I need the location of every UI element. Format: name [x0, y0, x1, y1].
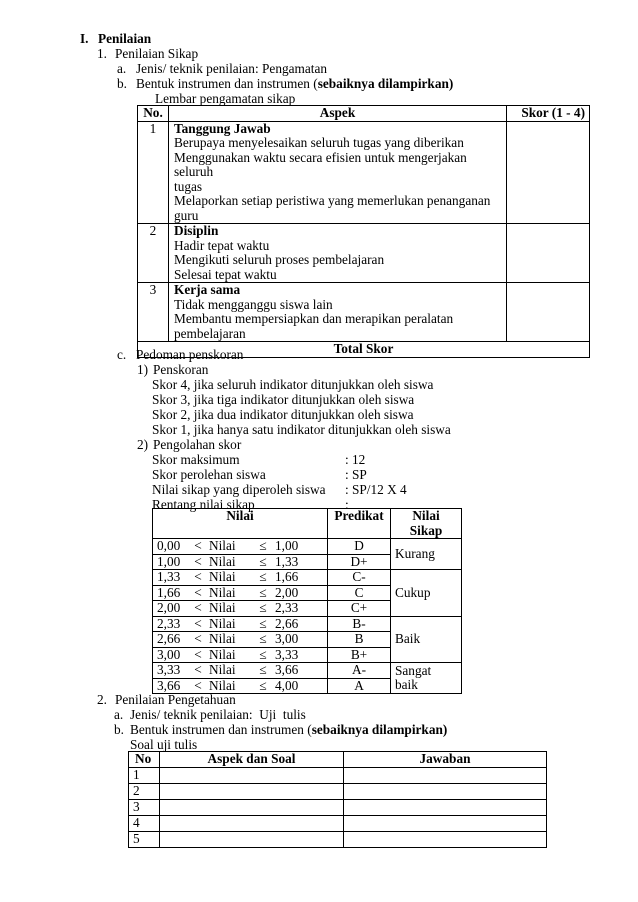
- soal-aspek: [160, 831, 344, 847]
- item-number: 1.: [97, 46, 107, 61]
- range-mid: Nilai: [209, 662, 236, 677]
- range-lo: 1,00: [157, 553, 181, 569]
- header-aspek-soal: Aspek dan Soal: [160, 752, 344, 768]
- table-row: [153, 663, 462, 679]
- total-skor: Total Skor: [138, 342, 590, 358]
- range-lo: 2,33: [157, 615, 181, 631]
- subitem-text: [136, 76, 453, 91]
- range-lo: 3,66: [157, 677, 181, 693]
- subitem-letter: a.: [114, 707, 124, 722]
- range-op2: ≤: [259, 662, 267, 677]
- item-title: Penilaian Sikap: [115, 46, 199, 61]
- indikator: Mengikuti seluruh proses pembelajaran: [174, 252, 385, 267]
- nilai-range: [153, 647, 328, 663]
- range-op1: <: [194, 600, 202, 615]
- soal-jawaban: [344, 783, 547, 799]
- penskoran-line: Skor 3, jika tiga indikator ditunjukkan oleh siswa: [152, 392, 415, 407]
- range-op2: ≤: [259, 600, 267, 615]
- pengolahan-value: : SP/12 X 4: [345, 482, 407, 497]
- range-op1: <: [194, 569, 202, 584]
- lembar-title: Lembar pengamatan sikap: [155, 91, 296, 106]
- range-hi: 1,33: [275, 553, 299, 569]
- aspek-title: Disiplin: [174, 223, 219, 238]
- table-soal: [128, 751, 547, 848]
- penskoran-line: Skor 2, jika dua indikator ditunjukkan oleh siswa: [152, 407, 414, 422]
- range-mid: Nilai: [209, 538, 236, 553]
- range-op2: ≤: [259, 631, 267, 646]
- range-lo: 0,00: [157, 538, 181, 553]
- soal-no: 2: [129, 783, 160, 799]
- range-op2: ≤: [259, 615, 267, 631]
- range-hi: 3,66: [275, 662, 299, 677]
- subitem-bold-text: sebaiknya dilampirkan): [311, 722, 448, 737]
- range-op1: <: [194, 538, 202, 553]
- list-title: Pengolahan skor: [153, 437, 242, 452]
- row-skor: [507, 121, 590, 224]
- list-number: 2): [137, 437, 149, 452]
- range-mid: Nilai: [209, 600, 236, 615]
- indikator: Selesai tepat waktu: [174, 266, 277, 282]
- range-op1: <: [194, 646, 202, 662]
- subitem-plain-text: Bentuk instrumen dan instrumen (: [136, 76, 318, 91]
- table-nilai: [152, 508, 462, 694]
- pengolahan-label: Skor maksimum: [152, 452, 240, 467]
- row-aspek: [169, 121, 507, 224]
- range-op2: ≤: [259, 553, 267, 569]
- header-aspek: Aspek: [169, 106, 507, 122]
- range-op2: ≤: [259, 538, 267, 553]
- header-nilai-sikap: Nilai Sikap: [391, 509, 462, 539]
- nilai-range: [153, 585, 328, 601]
- predikat-cell: A-: [328, 663, 391, 679]
- table-row: [129, 783, 547, 799]
- nilai-range: [153, 663, 328, 679]
- section-title: Penilaian: [98, 31, 152, 46]
- range-hi: 4,00: [275, 677, 299, 693]
- range-hi: 2,33: [275, 600, 299, 615]
- range-hi: 2,00: [275, 584, 299, 600]
- nilai-sikap-cell: Kurang: [391, 539, 462, 570]
- penskoran-line: Skor 4, jika seluruh indikator ditunjukkan oleh siswa: [152, 377, 434, 392]
- subitem-text: Jenis/ teknik penilaian: Uji tulis: [130, 707, 306, 722]
- predikat-cell: A: [328, 678, 391, 694]
- section-number: I.: [80, 31, 89, 46]
- predikat-cell: D: [328, 539, 391, 555]
- predikat-cell: C: [328, 585, 391, 601]
- indikator: Berupaya menyelesaikan seluruh tugas yang diberikan: [174, 135, 464, 150]
- table-row: [129, 799, 547, 815]
- indikator: tugas: [174, 178, 203, 194]
- list-title: Penskoran: [153, 362, 209, 377]
- header-skor: Skor (1 - 4): [507, 106, 590, 122]
- row-aspek: [169, 224, 507, 283]
- soal-jawaban: [344, 799, 547, 815]
- range-lo: 3,00: [157, 646, 181, 662]
- indikator: Hadir tepat waktu: [174, 237, 270, 253]
- header-no: No: [129, 752, 160, 768]
- row-skor: [507, 283, 590, 342]
- pengolahan-value: : SP: [345, 467, 367, 482]
- subitem-letter: b.: [114, 722, 124, 737]
- range-op1: <: [194, 662, 202, 677]
- header-jawaban: Jawaban: [344, 752, 547, 768]
- nilai-range: [153, 632, 328, 648]
- subitem-letter: b.: [117, 76, 127, 91]
- soal-aspek: [160, 799, 344, 815]
- subitem-value: : Pengamatan: [255, 61, 328, 76]
- soal-jawaban: [344, 815, 547, 831]
- penskoran-line: Skor 1, jika hanya satu indikator ditunjukkan oleh siswa: [152, 422, 451, 437]
- list-number: 1): [137, 362, 149, 377]
- table-row: [129, 767, 547, 783]
- row-no: 2: [138, 224, 169, 283]
- row-skor: [507, 224, 590, 283]
- predikat-cell: B-: [328, 616, 391, 632]
- range-op1: <: [194, 677, 202, 693]
- soal-aspek: [160, 767, 344, 783]
- range-mid: Nilai: [209, 553, 236, 569]
- row-no: 1: [138, 121, 169, 224]
- soal-no: 3: [129, 799, 160, 815]
- indikator: pembelajaran: [174, 325, 246, 341]
- subitem-title: Pedoman penskoran: [136, 347, 244, 362]
- nilai-sikap-cell: Baik: [391, 616, 462, 663]
- predikat-cell: C-: [328, 570, 391, 586]
- predikat-cell: D+: [328, 554, 391, 570]
- predikat-cell: B+: [328, 647, 391, 663]
- subitem-bold-text: sebaiknya dilampirkan): [317, 76, 454, 91]
- range-mid: Nilai: [209, 569, 236, 584]
- range-op2: ≤: [259, 569, 267, 584]
- range-mid: Nilai: [209, 584, 236, 600]
- subitem-label: Jenis/ teknik penilaian: [136, 61, 255, 76]
- table-row: [153, 539, 462, 555]
- aspek-title: Kerja sama: [174, 282, 241, 297]
- range-lo: 3,33: [157, 662, 181, 677]
- range-hi: 1,66: [275, 569, 299, 584]
- range-op1: <: [194, 631, 202, 646]
- soal-aspek: [160, 815, 344, 831]
- soal-aspek: [160, 783, 344, 799]
- range-lo: 1,33: [157, 569, 181, 584]
- range-op1: <: [194, 615, 202, 631]
- soal-jawaban: [344, 831, 547, 847]
- range-mid: Nilai: [209, 631, 236, 646]
- table-row: [138, 121, 590, 224]
- range-op1: <: [194, 584, 202, 600]
- soal-no: 4: [129, 815, 160, 831]
- item-number: 2.: [97, 692, 107, 707]
- subitem-letter: c.: [117, 347, 127, 362]
- pengolahan-value: :: [345, 497, 349, 512]
- range-op2: ≤: [259, 584, 267, 600]
- range-hi: 2,66: [275, 615, 299, 631]
- nilai-range: [153, 554, 328, 570]
- indikator: Membantu mempersiapkan dan merapikan peralatan: [174, 311, 454, 326]
- header-no: No.: [138, 106, 169, 122]
- range-op1: <: [194, 553, 202, 569]
- indikator: Melaporkan setiap peristiwa yang memerlukan penanganan guru: [174, 193, 491, 223]
- table-row: [138, 224, 590, 283]
- range-op2: ≤: [259, 646, 267, 662]
- range-lo: 2,66: [157, 631, 181, 646]
- table-row: [129, 831, 547, 847]
- range-op2: ≤: [259, 677, 267, 693]
- pengolahan-label: Rentang nilai sikap: [152, 497, 255, 512]
- header-predikat: Predikat: [328, 509, 391, 539]
- soal-no: 5: [129, 831, 160, 847]
- row-no: 3: [138, 283, 169, 342]
- aspek-title: Tanggung Jawab: [174, 120, 271, 136]
- header-nilai: Nilai: [153, 509, 328, 539]
- table-row: [138, 283, 590, 342]
- subitem-plain-text: Bentuk instrumen dan instrumen (: [130, 722, 312, 737]
- soal-no: 1: [129, 767, 160, 783]
- subitem-letter: a.: [117, 61, 127, 76]
- table-row: [129, 815, 547, 831]
- item-title: Penilaian Pengetahuan: [115, 692, 236, 707]
- nilai-sikap-cell: Cukup: [391, 570, 462, 617]
- row-aspek: [169, 283, 507, 342]
- soal-title: Soal uji tulis: [130, 737, 198, 752]
- indikator: Tidak mengganggu siswa lain: [174, 296, 333, 312]
- range-lo: 1,66: [157, 584, 181, 600]
- predikat-cell: B: [328, 632, 391, 648]
- pengolahan-value: : 12: [345, 452, 366, 467]
- nilai-range: [153, 616, 328, 632]
- indikator: Menggunakan waktu secara efisien untuk mengerjakan seluruh: [174, 149, 467, 179]
- pengolahan-label: Nilai sikap yang diperoleh siswa: [152, 482, 326, 497]
- soal-jawaban: [344, 767, 547, 783]
- nilai-range: [153, 601, 328, 617]
- pengolahan-label: Skor perolehan siswa: [152, 467, 266, 482]
- nilai-range: [153, 539, 328, 555]
- subitem-text: [130, 722, 447, 737]
- range-hi: 3,00: [275, 631, 299, 646]
- table-row: [153, 616, 462, 632]
- range-lo: 2,00: [157, 600, 181, 615]
- table-sikap: [137, 105, 590, 358]
- range-hi: 1,00: [275, 538, 299, 553]
- table-row: [153, 570, 462, 586]
- range-mid: Nilai: [209, 677, 236, 693]
- range-mid: Nilai: [209, 646, 236, 662]
- range-hi: 3,33: [275, 646, 299, 662]
- range-mid: Nilai: [209, 615, 236, 631]
- predikat-cell: C+: [328, 601, 391, 617]
- nilai-range: [153, 570, 328, 586]
- nilai-sikap-cell: Sangat baik: [391, 663, 462, 694]
